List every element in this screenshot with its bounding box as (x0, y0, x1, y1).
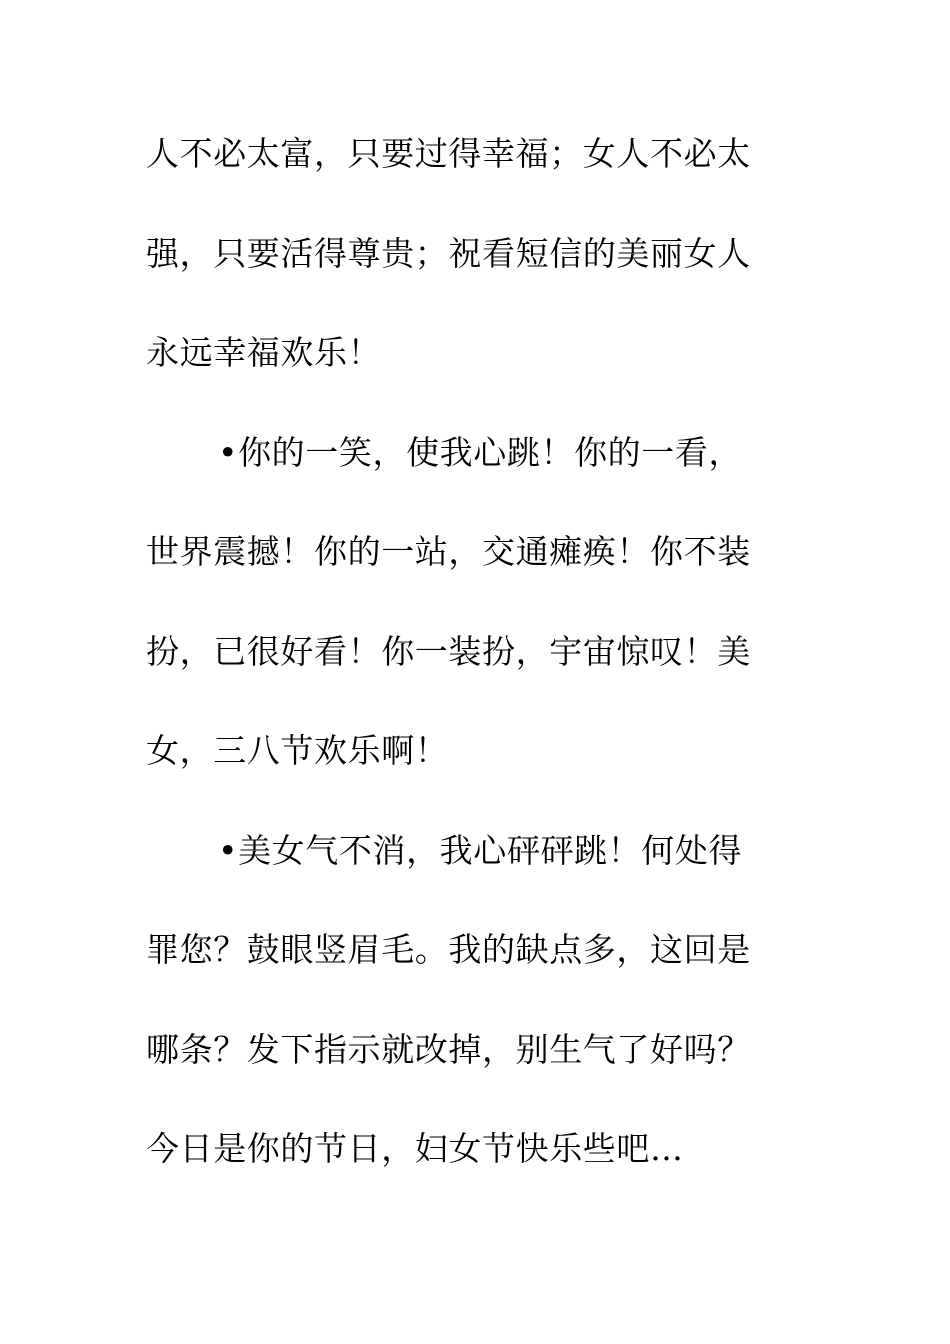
text-line: 永远幸福欢乐！ (146, 333, 382, 372)
text-line: 强，只要活得尊贵；祝看短信的美丽女人 (146, 233, 751, 273)
text-line: 哪条？发下指示就改掉，别生气了好吗？ (146, 1029, 751, 1069)
text-line: 女，三八节欢乐啊！ (146, 731, 449, 770)
bullet-line: •美女气不消，我心砰砰跳！何处得 (218, 830, 743, 870)
text-line: 扮，已很好看！你一装扮，宇宙惊叹！美 (146, 631, 751, 671)
text-line: 世界震撼！你的一站，交通瘫痪！你不装 (146, 532, 751, 571)
text-line: 人不必太富，只要过得幸福；女人不必太 (146, 134, 751, 173)
bullet-line: •你的一笑，使我心跳！你的一看， (218, 432, 743, 472)
body-text (146, 122, 786, 1217)
text-line: 今日是你的节日，妇女节快乐些吧… (146, 1129, 684, 1168)
text-line: 罪您？鼓眼竖眉毛。我的缺点多，这回是 (146, 930, 751, 969)
